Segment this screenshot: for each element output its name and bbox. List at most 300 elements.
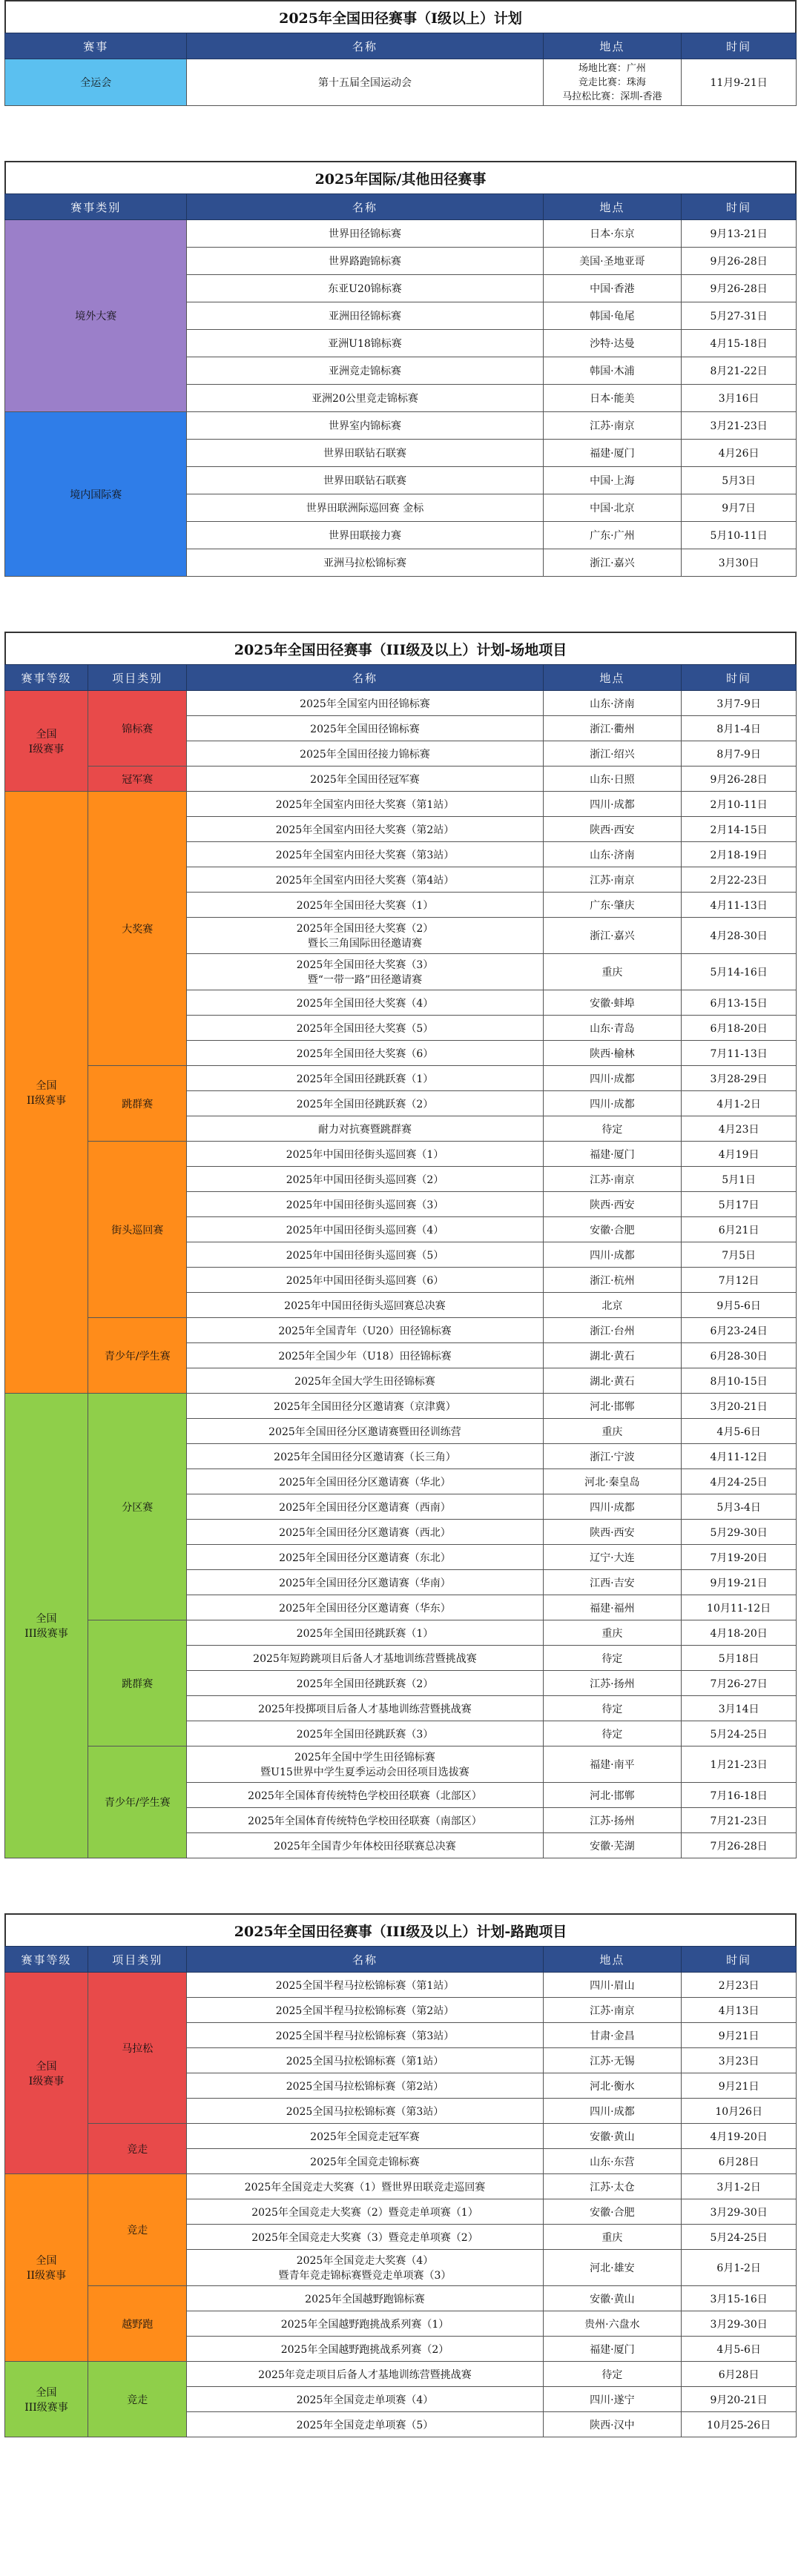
- table-row: [5, 1142, 797, 1167]
- event-name: 2025年全国竞走大奖赛（2）暨竞走单项赛（1）: [187, 2199, 543, 2225]
- section-3-title: 2025年全国田径赛事（III级及以上）计划-场地项目: [4, 632, 797, 664]
- event-name: 世界路跑锦标赛: [187, 248, 543, 275]
- event-name: 2025年中国田径街头巡回赛（5）: [187, 1242, 543, 1268]
- event-location: 河北·邯郸: [543, 1394, 682, 1419]
- event-name: 第十五届全国运动会: [187, 59, 543, 106]
- event-time: 4月15-18日: [682, 330, 797, 357]
- type-cell: 锦标赛: [88, 691, 187, 766]
- event-name: 2025年中国田径街头巡回赛（6）: [187, 1268, 543, 1293]
- level-cell: 全国 III级赛事: [5, 2362, 88, 2437]
- event-time: 4月24-25日: [682, 1469, 797, 1494]
- event-location: 四川·成都: [543, 1494, 682, 1520]
- type-cell: 竞走: [88, 2174, 187, 2286]
- event-location: 陕西·西安: [543, 817, 682, 842]
- event-location: 四川·眉山: [543, 1973, 682, 1998]
- event-name: 2025年全国少年（U18）田径锦标赛: [187, 1343, 543, 1368]
- type-cell: 冠军赛: [88, 766, 187, 792]
- section-1-title: 2025年全国田径赛事（I级以上）计划: [4, 0, 797, 33]
- event-name: 亚洲竞走锦标赛: [187, 357, 543, 385]
- event-time: 1月21-23日: [682, 1746, 797, 1783]
- event-name: 2025年全国田径跳跃赛（3）: [187, 1721, 543, 1746]
- event-name: 2025年全国田径大奖赛（2） 暨长三角国际田径邀请赛: [187, 918, 543, 954]
- event-location: 湖北·黄石: [543, 1368, 682, 1394]
- event-name: 2025年全国越野跑锦标赛: [187, 2286, 543, 2311]
- location-line: 场地比赛：广州: [578, 62, 646, 74]
- event-location: 韩国·木浦: [543, 357, 682, 385]
- table-row: [5, 1066, 797, 1091]
- event-name: 2025年全国田径跳跃赛（1）: [187, 1620, 543, 1646]
- section-2-title: 2025年国际/其他田径赛事: [4, 161, 797, 193]
- event-name: 2025年全国竞走冠军赛: [187, 2124, 543, 2149]
- table-row: [5, 1394, 797, 1419]
- header-time: 时间: [682, 33, 797, 59]
- event-time: 9月26-28日: [682, 766, 797, 792]
- header-location: 地点: [543, 665, 682, 691]
- event-location: 沙特·达曼: [543, 330, 682, 357]
- event-time: 9月13-21日: [682, 220, 797, 248]
- event-location: 安徽·黄山: [543, 2124, 682, 2149]
- level-cell: 全国 II级赛事: [5, 2174, 88, 2362]
- event-time: 4月23日: [682, 1116, 797, 1142]
- event-time: 6月18-20日: [682, 1016, 797, 1041]
- event-time: 9月19-21日: [682, 1570, 797, 1595]
- section-4-table: [4, 1946, 797, 2437]
- event-name: 2025年全国田径锦标赛: [187, 716, 543, 741]
- event-location: 山东·日照: [543, 766, 682, 792]
- event-location: 中国·上海: [543, 467, 682, 494]
- event-name: 2025年全国体育传统特色学校田径联赛（北部区）: [187, 1783, 543, 1808]
- event-name: 2025年中国田径街头巡回赛（4）: [187, 1217, 543, 1242]
- event-name: 2025年中国田径街头巡回赛（1）: [187, 1142, 543, 1167]
- location-line: 竞走比赛：珠海: [578, 76, 646, 88]
- event-name: 2025年全国田径大奖赛（1）: [187, 893, 543, 918]
- event-location: 四川·成都: [543, 792, 682, 817]
- event-name: 2025年全国田径大奖赛（4）: [187, 990, 543, 1016]
- header-time: 时间: [682, 194, 797, 220]
- event-location: 湖北·黄石: [543, 1343, 682, 1368]
- event-name: 2025年全国田径分区邀请赛（东北）: [187, 1545, 543, 1570]
- event-time: 2月10-11日: [682, 792, 797, 817]
- event-name: 2025年全国田径分区邀请赛（京津冀）: [187, 1394, 543, 1419]
- event-locations: [543, 59, 682, 106]
- event-time: 4月19日: [682, 1142, 797, 1167]
- event-time: 4月18-20日: [682, 1620, 797, 1646]
- event-cell: 全运会: [5, 59, 187, 106]
- table-row: [5, 1620, 797, 1646]
- event-location: 韩国·龟尾: [543, 302, 682, 330]
- event-location: 辽宁·大连: [543, 1545, 682, 1570]
- event-time: 3月20-21日: [682, 1394, 797, 1419]
- event-time: 9月26-28日: [682, 248, 797, 275]
- event-time: 7月16-18日: [682, 1783, 797, 1808]
- table-row: [5, 220, 797, 248]
- event-time: 4月1-2日: [682, 1091, 797, 1116]
- event-location: 河北·衡水: [543, 2073, 682, 2099]
- header-type: 项目类别: [88, 665, 187, 691]
- type-cell: 跳群赛: [88, 1620, 187, 1746]
- event-time: 9月21日: [682, 2023, 797, 2048]
- type-cell: 越野跑: [88, 2286, 187, 2362]
- event-name: 2025年中国田径街头巡回赛总决赛: [187, 1293, 543, 1318]
- event-location: 安徽·合肥: [543, 2199, 682, 2225]
- type-cell: 跳群赛: [88, 1066, 187, 1142]
- event-location: 安徽·合肥: [543, 1217, 682, 1242]
- event-location: 江西·吉安: [543, 1570, 682, 1595]
- event-location: 山东·济南: [543, 691, 682, 716]
- header-name: 名称: [187, 194, 543, 220]
- event-time: 4月13日: [682, 1998, 797, 2023]
- table-row: [5, 1746, 797, 1783]
- event-location: 江苏·南京: [543, 867, 682, 893]
- header-name: 名称: [187, 665, 543, 691]
- event-location: 江苏·太仓: [543, 2174, 682, 2199]
- type-cell: 青少年/学生赛: [88, 1318, 187, 1394]
- category-cell: 境外大赛: [5, 220, 187, 412]
- event-location: 四川·成都: [543, 1066, 682, 1091]
- event-name: 世界田联接力赛: [187, 522, 543, 549]
- event-name: 亚洲U18锦标赛: [187, 330, 543, 357]
- event-time: 7月11-13日: [682, 1041, 797, 1066]
- event-location: 日本·能美: [543, 385, 682, 412]
- section-3: [4, 632, 797, 1858]
- event-name: 世界田径锦标赛: [187, 220, 543, 248]
- event-time: 6月1-2日: [682, 2250, 797, 2286]
- event-location: 山东·东营: [543, 2149, 682, 2174]
- event-name: 亚洲田径锦标赛: [187, 302, 543, 330]
- event-name: 2025全国马拉松锦标赛（第2站）: [187, 2073, 543, 2099]
- event-name: 2025年全国中学生田径锦标赛 暨U15世界中学生夏季运动会田径项目选拔赛: [187, 1746, 543, 1783]
- event-location: 待定: [543, 1696, 682, 1721]
- event-location: 陕西·西安: [543, 1520, 682, 1545]
- event-time: 7月19-20日: [682, 1545, 797, 1570]
- type-cell: 街头巡回赛: [88, 1142, 187, 1318]
- type-cell: 青少年/学生赛: [88, 1746, 187, 1858]
- event-name: 世界田联洲际巡回赛 金标: [187, 494, 543, 522]
- event-time: 9月20-21日: [682, 2387, 797, 2412]
- event-name: 2025年全国竞走大奖赛（1）暨世界田联竞走巡回赛: [187, 2174, 543, 2199]
- level-cell: 全国 I级赛事: [5, 691, 88, 792]
- event-name: 2025年全国田径分区邀请赛（西北）: [187, 1520, 543, 1545]
- event-location: 陕西·榆林: [543, 1041, 682, 1066]
- event-time: 3月29-30日: [682, 2311, 797, 2337]
- event-time: 5月24-25日: [682, 2225, 797, 2250]
- event-location: 四川·遂宁: [543, 2387, 682, 2412]
- event-location: 美国·圣地亚哥: [543, 248, 682, 275]
- event-time: 6月21日: [682, 1217, 797, 1242]
- event-location: 重庆: [543, 954, 682, 990]
- event-time: 4月11-13日: [682, 893, 797, 918]
- event-location: 广东·广州: [543, 522, 682, 549]
- event-name: 东亚U20锦标赛: [187, 275, 543, 302]
- event-name: 2025全国马拉松锦标赛（第1站）: [187, 2048, 543, 2073]
- category-cell: 境内国际赛: [5, 412, 187, 577]
- event-name: 亚洲马拉松锦标赛: [187, 549, 543, 577]
- table-row: [5, 412, 797, 440]
- event-time: 8月10-15日: [682, 1368, 797, 1394]
- event-name: 2025年中国田径街头巡回赛（3）: [187, 1192, 543, 1217]
- event-time: 2月23日: [682, 1973, 797, 1998]
- event-time: 4月28-30日: [682, 918, 797, 954]
- event-name: 2025年全国室内田径锦标赛: [187, 691, 543, 716]
- event-time: 5月18日: [682, 1646, 797, 1671]
- event-location: 贵州·六盘水: [543, 2311, 682, 2337]
- event-time: 6月28日: [682, 2362, 797, 2387]
- event-time: 11月9-21日: [682, 59, 797, 106]
- event-name: 2025年全国田径冠军赛: [187, 766, 543, 792]
- event-location: 甘肃·金昌: [543, 2023, 682, 2048]
- event-time: 6月23-24日: [682, 1318, 797, 1343]
- event-name: 2025年全国田径分区邀请赛（华南）: [187, 1570, 543, 1595]
- event-location: 福建·厦门: [543, 1142, 682, 1167]
- event-time: 7月5日: [682, 1242, 797, 1268]
- event-location: 中国·北京: [543, 494, 682, 522]
- section-1: [4, 0, 797, 106]
- event-location: 福建·南平: [543, 1746, 682, 1783]
- header-location: 地点: [543, 194, 682, 220]
- event-name: 2025年全国室内田径大奖赛（第3站）: [187, 842, 543, 867]
- event-location: 安徽·蚌埠: [543, 990, 682, 1016]
- event-time: 6月28日: [682, 2149, 797, 2174]
- event-location: 重庆: [543, 2225, 682, 2250]
- header-event: 赛事: [5, 33, 187, 59]
- event-location: 福建·厦门: [543, 2337, 682, 2362]
- event-location: 四川·成都: [543, 1091, 682, 1116]
- event-location: 江苏·南京: [543, 1998, 682, 2023]
- event-time: 4月26日: [682, 440, 797, 467]
- type-cell: 大奖赛: [88, 792, 187, 1066]
- event-name: 世界田联钻石联赛: [187, 467, 543, 494]
- event-name: 2025年全国青少年体校田径联赛总决赛: [187, 1833, 543, 1858]
- section-2-table: [4, 193, 797, 577]
- event-name: 2025年全国竞走大奖赛（3）暨竞走单项赛（2）: [187, 2225, 543, 2250]
- event-location: 四川·成都: [543, 1242, 682, 1268]
- event-name: 2025全国马拉松锦标赛（第3站）: [187, 2099, 543, 2124]
- header-name: 名称: [187, 1947, 543, 1973]
- event-time: 5月24-25日: [682, 1721, 797, 1746]
- event-time: 4月5-6日: [682, 1419, 797, 1444]
- event-time: 4月19-20日: [682, 2124, 797, 2149]
- header-type: 项目类别: [88, 1947, 187, 1973]
- table-row: [5, 2124, 797, 2149]
- event-time: 3月30日: [682, 549, 797, 577]
- type-cell: 分区赛: [88, 1394, 187, 1620]
- event-name: 2025年投掷项目后备人才基地训练营暨挑战赛: [187, 1696, 543, 1721]
- level-cell: 全国 I级赛事: [5, 1973, 88, 2174]
- event-time: 3月21-23日: [682, 412, 797, 440]
- event-location: 北京: [543, 1293, 682, 1318]
- event-location: 四川·成都: [543, 2099, 682, 2124]
- event-name: 2025年全国青年（U20）田径锦标赛: [187, 1318, 543, 1343]
- event-time: 8月1-4日: [682, 716, 797, 741]
- event-time: 6月28-30日: [682, 1343, 797, 1368]
- event-time: 5月1日: [682, 1167, 797, 1192]
- event-location: 安徽·芜湖: [543, 1833, 682, 1858]
- event-location: 浙江·绍兴: [543, 741, 682, 766]
- event-location: 河北·邯郸: [543, 1783, 682, 1808]
- event-name: 2025年全国室内田径大奖赛（第4站）: [187, 867, 543, 893]
- event-name: 2025年全国竞走锦标赛: [187, 2149, 543, 2174]
- event-time: 3月28-29日: [682, 1066, 797, 1091]
- event-location: 山东·青岛: [543, 1016, 682, 1041]
- event-time: 3月29-30日: [682, 2199, 797, 2225]
- event-time: 7月21-23日: [682, 1808, 797, 1833]
- type-cell: 马拉松: [88, 1973, 187, 2124]
- header-time: 时间: [682, 665, 797, 691]
- event-location: 福建·福州: [543, 1595, 682, 1620]
- event-location: 广东·肇庆: [543, 893, 682, 918]
- event-location: 浙江·杭州: [543, 1268, 682, 1293]
- event-location: 日本·东京: [543, 220, 682, 248]
- event-time: 7月12日: [682, 1268, 797, 1293]
- header-level: 赛事等级: [5, 665, 88, 691]
- table-row: [5, 1318, 797, 1343]
- event-time: 4月11-12日: [682, 1444, 797, 1469]
- event-location: 陕西·西安: [543, 1192, 682, 1217]
- event-name: 2025年全国竞走大奖赛（4） 暨青年竞走锦标赛暨竞走单项赛（3）: [187, 2250, 543, 2286]
- event-name: 2025年全国室内田径大奖赛（第1站）: [187, 792, 543, 817]
- event-location: 待定: [543, 1646, 682, 1671]
- event-time: 5月14-16日: [682, 954, 797, 990]
- event-name: 2025全国半程马拉松锦标赛（第3站）: [187, 2023, 543, 2048]
- event-name: 2025年中国田径街头巡回赛（2）: [187, 1167, 543, 1192]
- event-name: 2025年全国田径跳跃赛（2）: [187, 1671, 543, 1696]
- event-location: 河北·雄安: [543, 2250, 682, 2286]
- event-name: 2025年全国室内田径大奖赛（第2站）: [187, 817, 543, 842]
- event-name: 2025年全国越野跑挑战系列赛（1）: [187, 2311, 543, 2337]
- event-location: 江苏·扬州: [543, 1808, 682, 1833]
- event-location: 江苏·南京: [543, 412, 682, 440]
- event-name: 2025年全国田径分区邀请赛（华北）: [187, 1469, 543, 1494]
- event-time: 2月14-15日: [682, 817, 797, 842]
- level-cell: 全国 II级赛事: [5, 792, 88, 1394]
- event-time: 10月26日: [682, 2099, 797, 2124]
- event-name: 世界田联钻石联赛: [187, 440, 543, 467]
- table-row: [5, 1973, 797, 1998]
- event-location: 江苏·南京: [543, 1167, 682, 1192]
- event-name: 2025年全国越野跑挑战系列赛（2）: [187, 2337, 543, 2362]
- event-name: 2025年全国田径接力锦标赛: [187, 741, 543, 766]
- event-time: 10月25-26日: [682, 2412, 797, 2437]
- event-time: 8月21-22日: [682, 357, 797, 385]
- event-name: 2025年全国田径分区邀请赛暨田径训练营: [187, 1419, 543, 1444]
- event-time: 9月7日: [682, 494, 797, 522]
- event-time: 2月22-23日: [682, 867, 797, 893]
- header-time: 时间: [682, 1947, 797, 1973]
- section-4: [4, 1913, 797, 2437]
- event-time: 5月27-31日: [682, 302, 797, 330]
- event-location: 福建·厦门: [543, 440, 682, 467]
- event-name: 2025年全国田径分区邀请赛（西南）: [187, 1494, 543, 1520]
- type-cell: 竞走: [88, 2362, 187, 2437]
- event-name: 2025年全国田径跳跃赛（1）: [187, 1066, 543, 1091]
- event-name: 2025年全国田径分区邀请赛（长三角）: [187, 1444, 543, 1469]
- event-location: 重庆: [543, 1419, 682, 1444]
- event-time: 9月5-6日: [682, 1293, 797, 1318]
- event-time: 9月26-28日: [682, 275, 797, 302]
- event-time: 3月16日: [682, 385, 797, 412]
- header-level: 赛事等级: [5, 1947, 88, 1973]
- event-time: 4月5-6日: [682, 2337, 797, 2362]
- event-name: 2025年竞走项目后备人才基地训练营暨挑战赛: [187, 2362, 543, 2387]
- table-row: [5, 2286, 797, 2311]
- event-time: 6月13-15日: [682, 990, 797, 1016]
- header-location: 地点: [543, 1947, 682, 1973]
- event-time: 10月11-12日: [682, 1595, 797, 1620]
- event-time: 7月26-27日: [682, 1671, 797, 1696]
- event-name: 2025年全国竞走单项赛（5）: [187, 2412, 543, 2437]
- event-location: 浙江·嘉兴: [543, 918, 682, 954]
- event-name: 2025全国半程马拉松锦标赛（第1站）: [187, 1973, 543, 1998]
- section-3-body: [5, 691, 797, 1858]
- event-name: 2025年全国田径跳跃赛（2）: [187, 1091, 543, 1116]
- event-name: 2025年全国田径大奖赛（3） 暨“一带一路”田径邀请赛: [187, 954, 543, 990]
- event-time: 5月29-30日: [682, 1520, 797, 1545]
- event-time: 5月10-11日: [682, 522, 797, 549]
- section-2-body: [5, 220, 797, 577]
- event-time: 7月26-28日: [682, 1833, 797, 1858]
- event-time: 5月3日: [682, 467, 797, 494]
- event-time: 5月3-4日: [682, 1494, 797, 1520]
- event-time: 9月21日: [682, 2073, 797, 2099]
- header-category: 赛事类别: [5, 194, 187, 220]
- event-location: 待定: [543, 1721, 682, 1746]
- type-cell: 竞走: [88, 2124, 187, 2174]
- event-location: 浙江·宁波: [543, 1444, 682, 1469]
- event-location: 待定: [543, 1116, 682, 1142]
- location-line: 马拉松比赛：深圳-香港: [562, 90, 662, 102]
- event-name: 亚洲20公里竞走锦标赛: [187, 385, 543, 412]
- table-row: [5, 2174, 797, 2199]
- event-name: 2025年全国田径大奖赛（5）: [187, 1016, 543, 1041]
- event-time: 5月17日: [682, 1192, 797, 1217]
- event-time: 3月23日: [682, 2048, 797, 2073]
- event-location: 河北·秦皇岛: [543, 1469, 682, 1494]
- event-time: 3月1-2日: [682, 2174, 797, 2199]
- header-name: 名称: [187, 33, 543, 59]
- event-location: 陕西·汉中: [543, 2412, 682, 2437]
- section-4-body: [5, 1973, 797, 2437]
- section-3-table: [4, 664, 797, 1858]
- event-location: 山东·济南: [543, 842, 682, 867]
- table-row: [5, 691, 797, 716]
- event-location: 江苏·无锡: [543, 2048, 682, 2073]
- event-name: 2025年全国竞走单项赛（4）: [187, 2387, 543, 2412]
- event-name: 2025全国半程马拉松锦标赛（第2站）: [187, 1998, 543, 2023]
- section-2: [4, 161, 797, 577]
- header-location: 地点: [543, 33, 682, 59]
- event-name: 世界室内锦标赛: [187, 412, 543, 440]
- table-row: [5, 2362, 797, 2387]
- event-location: 中国·香港: [543, 275, 682, 302]
- event-location: 待定: [543, 2362, 682, 2387]
- event-location: 浙江·嘉兴: [543, 549, 682, 577]
- table-row: [5, 792, 797, 817]
- level-cell: 全国 III级赛事: [5, 1394, 88, 1858]
- event-location: 浙江·衢州: [543, 716, 682, 741]
- event-name: 2025年全国田径分区邀请赛（华东）: [187, 1595, 543, 1620]
- event-location: 重庆: [543, 1620, 682, 1646]
- event-time: 2月18-19日: [682, 842, 797, 867]
- event-location: 江苏·扬州: [543, 1671, 682, 1696]
- event-time: 8月7-9日: [682, 741, 797, 766]
- event-time: 3月7-9日: [682, 691, 797, 716]
- event-name: 2025年全国大学生田径锦标赛: [187, 1368, 543, 1394]
- section-4-title: 2025年全国田径赛事（III级及以上）计划-路跑项目: [4, 1913, 797, 1946]
- event-location: 安徽·黄山: [543, 2286, 682, 2311]
- event-name: 2025年全国体育传统特色学校田径联赛（南部区）: [187, 1808, 543, 1833]
- event-name: 2025年短跨跳项目后备人才基地训练营暨挑战赛: [187, 1646, 543, 1671]
- event-time: 3月14日: [682, 1696, 797, 1721]
